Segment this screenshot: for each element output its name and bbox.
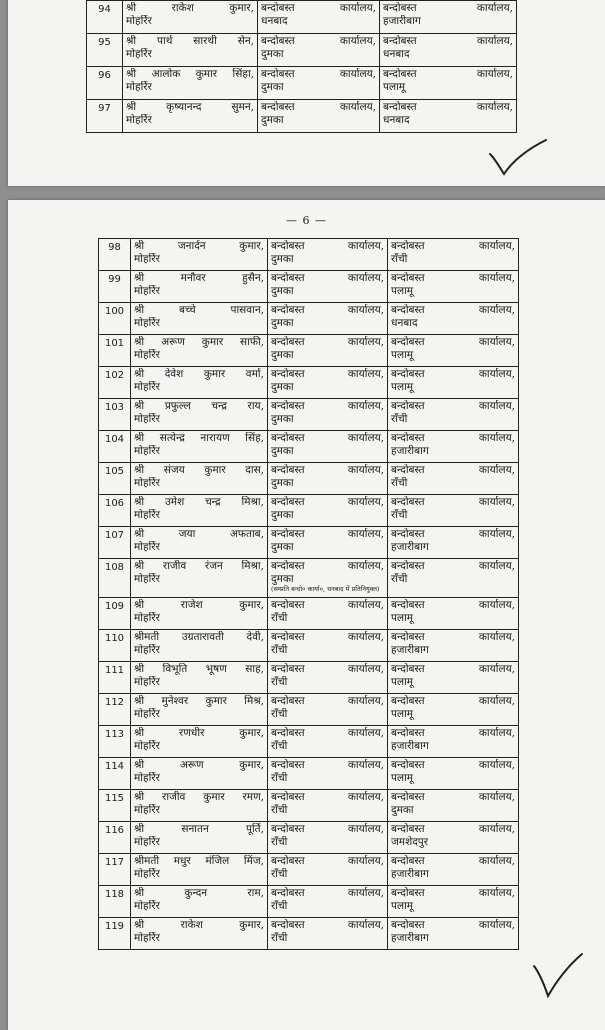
transfer-office: बन्दोबस्त कार्यालय, (391, 727, 515, 739)
document-page-6 (8, 200, 605, 1030)
transfer-office: बन्दोबस्त कार्यालय, (391, 791, 515, 803)
current-office: बन्दोबस्त कार्यालय, (271, 368, 384, 380)
current-office-cell (268, 463, 388, 495)
table-row (99, 367, 519, 399)
employee-post: मोहर्रिर (134, 380, 160, 393)
employee-post: मोहर्रिर (126, 113, 152, 126)
transfer-office-location: पलामू (383, 80, 406, 93)
transfer-office-cell (388, 694, 519, 726)
employee-post: मोहर्रिर (134, 316, 160, 329)
employee-post: मोहर्रिर (134, 412, 160, 425)
transfer-office-location: पलामू (391, 707, 414, 720)
current-office-location: दुमका (271, 412, 294, 425)
employee-cell (131, 463, 268, 495)
employee-cell (131, 598, 268, 630)
employee-cell (131, 758, 268, 790)
transfer-office-location: पलामू (391, 611, 414, 624)
transfer-office: बन्दोबस्त कार्यालय, (391, 432, 515, 444)
serial-number: 108 (99, 559, 131, 598)
employee-post: मोहर्रिर (134, 284, 160, 297)
serial-number: 106 (99, 495, 131, 527)
transfer-office-location: जमशेदपुर (391, 835, 429, 848)
current-office-location: दुमका (271, 444, 294, 457)
table-row (99, 598, 519, 630)
transfer-office-location: पलामू (391, 380, 414, 393)
employee-name: श्री बच्चे पासवान, (134, 304, 264, 316)
current-office-cell (268, 399, 388, 431)
transfer-office-cell (388, 758, 519, 790)
current-office-location: राँची (271, 803, 288, 816)
transfer-office-cell (380, 67, 517, 100)
transfer-office: बन्दोबस्त कार्यालय, (391, 240, 515, 252)
transfer-office-location: राँची (391, 252, 408, 265)
current-office: बन्दोबस्त कार्यालय, (271, 272, 384, 284)
current-office-location: दुमका (271, 476, 294, 489)
transfer-office-location: पलामू (391, 771, 414, 784)
transfer-office-location: दुमका (391, 803, 414, 816)
employee-post: मोहर्रिर (134, 540, 160, 553)
deputation-note: (सम्प्रति बन्दो० कार्या०, धनबाद में प्रतिनियुक्त) (271, 585, 380, 593)
current-office: बन्दोबस्त कार्यालय, (271, 631, 384, 643)
transfer-office: बन्दोबस्त कार्यालय, (391, 855, 515, 867)
current-office: बन्दोबस्त कार्यालय, (261, 101, 376, 113)
employee-name: श्री राकेश कुमार, (126, 2, 254, 14)
table-row (99, 527, 519, 559)
current-office-cell (268, 822, 388, 854)
signature-tick-icon (530, 952, 586, 1002)
employee-post: मोहर्रिर (134, 803, 160, 816)
transfer-office: बन्दोबस्त कार्यालय, (383, 35, 513, 47)
transfer-office: बन्दोबस्त कार्यालय, (391, 823, 515, 835)
transfer-office-cell (388, 303, 519, 335)
table-row (99, 239, 519, 271)
current-office-location: दुमका (271, 380, 294, 393)
current-office: बन्दोबस्त कार्यालय, (271, 496, 384, 508)
employee-post: मोहर्रिर (134, 771, 160, 784)
serial-number: 107 (99, 527, 131, 559)
transfer-office-location: पलामू (391, 675, 414, 688)
employee-post: मोहर्रिर (134, 675, 160, 688)
table-row (99, 790, 519, 822)
employee-cell (131, 431, 268, 463)
current-office: बन्दोबस्त कार्यालय, (271, 695, 384, 707)
employee-name: श्री पार्थ सारथी सेन, (126, 35, 254, 47)
serial-number: 113 (99, 726, 131, 758)
employee-cell (131, 559, 268, 598)
transfer-office: बन्दोबस्त कार्यालय, (391, 759, 515, 771)
table-row (99, 726, 519, 758)
transfer-office-cell (388, 463, 519, 495)
table-row (87, 67, 517, 100)
transfer-office: बन्दोबस्त कार्यालय, (391, 631, 515, 643)
transfer-office-cell (388, 630, 519, 662)
current-office-cell (268, 239, 388, 271)
transfer-office-location: हजारीबाग (391, 643, 429, 656)
current-office: बन्दोबस्त कार्यालय, (271, 727, 384, 739)
current-office: बन्दोबस्त कार्यालय, (271, 759, 384, 771)
serial-number: 97 (87, 100, 123, 133)
transfer-office-cell (388, 431, 519, 463)
serial-number: 105 (99, 463, 131, 495)
transfer-office-location: राँची (391, 412, 408, 425)
employee-name: श्री उमेश चन्द्र मिश्रा, (134, 496, 264, 508)
transfer-office-cell (388, 822, 519, 854)
table-row (99, 431, 519, 463)
transfer-office-cell (388, 886, 519, 918)
current-office-cell (258, 67, 380, 100)
current-office-location: दुमका (271, 572, 294, 585)
current-office-location: दुमका (271, 252, 294, 265)
current-office-location: दुमका (261, 47, 284, 60)
transfer-office: बन्दोबस्त कार्यालय, (391, 528, 515, 540)
serial-number: 112 (99, 694, 131, 726)
table-row (99, 662, 519, 694)
table-row (99, 335, 519, 367)
current-office-location: दुमका (261, 80, 284, 93)
current-office: बन्दोबस्त कार्यालय, (271, 663, 384, 675)
table-row (99, 854, 519, 886)
employee-post: मोहर्रिर (134, 835, 160, 848)
serial-number: 109 (99, 598, 131, 630)
transfer-office: बन्दोबस्त कार्यालय, (383, 101, 513, 113)
current-office-location: दुमका (271, 348, 294, 361)
transfer-office: बन्दोबस्त कार्यालय, (391, 663, 515, 675)
current-office-cell (268, 758, 388, 790)
serial-number: 102 (99, 367, 131, 399)
transfer-office-cell (388, 726, 519, 758)
employee-cell (131, 886, 268, 918)
employee-post: मोहर्रिर (134, 444, 160, 457)
current-office-location: राँची (271, 899, 288, 912)
employee-name: श्री राकेश कुमार, (134, 919, 264, 931)
current-office-cell (268, 662, 388, 694)
employee-post: मोहर्रिर (134, 739, 160, 752)
serial-number: 117 (99, 854, 131, 886)
serial-number: 118 (99, 886, 131, 918)
employee-cell (131, 239, 268, 271)
employee-cell (131, 399, 268, 431)
employee-cell (131, 335, 268, 367)
current-office-location: राँची (271, 675, 288, 688)
employee-name: श्री सत्येन्द्र नारायण सिंह, (134, 432, 264, 444)
current-office-cell (258, 34, 380, 67)
current-office: बन्दोबस्त कार्यालय, (271, 855, 384, 867)
employee-cell (123, 67, 258, 100)
serial-number: 96 (87, 67, 123, 100)
table-row (87, 100, 517, 133)
current-office-location: राँची (271, 835, 288, 848)
transfer-office-cell (388, 367, 519, 399)
serial-number: 100 (99, 303, 131, 335)
transfer-office-location: हजारीबाग (391, 739, 429, 752)
transfer-office: बन्दोबस्त कार्यालय, (391, 496, 515, 508)
employee-post: मोहर्रिर (134, 508, 160, 521)
current-office: बन्दोबस्त कार्यालय, (271, 432, 384, 444)
transfer-office: बन्दोबस्त कार्यालय, (391, 560, 515, 572)
transfer-office: बन्दोबस्त कार्यालय, (391, 599, 515, 611)
transfer-office-location: हजारीबाग (391, 867, 429, 880)
current-office: बन्दोबस्त कार्यालय, (271, 464, 384, 476)
current-office-cell (268, 854, 388, 886)
serial-number: 119 (99, 918, 131, 950)
employee-name: श्री प्रफुल्ल चन्द्र राय, (134, 400, 264, 412)
current-office-cell (268, 367, 388, 399)
table-body-bottom (99, 239, 519, 950)
transfer-office: बन्दोबस्त कार्यालय, (391, 368, 515, 380)
current-office-location: दुमका (271, 508, 294, 521)
employee-post: मोहर्रिर (134, 931, 160, 944)
employee-cell (131, 790, 268, 822)
transfer-office-location: हजारीबाग (391, 540, 429, 553)
table-row (99, 694, 519, 726)
employee-cell (131, 367, 268, 399)
serial-number: 115 (99, 790, 131, 822)
transfer-office-cell (388, 559, 519, 598)
employee-name: श्री अरूण कुमार, (134, 759, 264, 771)
transfer-office-cell (388, 335, 519, 367)
current-office-cell (268, 335, 388, 367)
employee-name: श्री सनातन पूर्ति, (134, 823, 264, 835)
employee-post: मोहर्रिर (126, 14, 152, 27)
current-office: बन्दोबस्त कार्यालय, (271, 887, 384, 899)
transfer-office-cell (388, 527, 519, 559)
employee-name: श्री राजीव कुमार रमण, (134, 791, 264, 803)
current-office: बन्दोबस्त कार्यालय, (271, 560, 384, 572)
transfer-office-location: धनबाद (383, 47, 410, 60)
employee-name: श्री आलोक कुमार सिंहा, (126, 68, 254, 80)
transfer-office-cell (380, 100, 517, 133)
employee-cell (131, 303, 268, 335)
table-row (99, 271, 519, 303)
current-office-location: राँची (271, 931, 288, 944)
current-office-cell (268, 694, 388, 726)
document-page-top (8, 0, 605, 186)
table-row (99, 495, 519, 527)
transfer-office: बन्दोबस्त कार्यालय, (391, 304, 515, 316)
transfer-office-cell (388, 918, 519, 950)
employee-name: श्री कृष्यानन्द सुमन, (126, 101, 254, 113)
current-office-cell (268, 271, 388, 303)
transfer-office: बन्दोबस्त कार्यालय, (391, 695, 515, 707)
employee-name: श्री विभूति भूषण साह, (134, 663, 264, 675)
transfer-office-location: धनबाद (383, 113, 410, 126)
current-office-location: राँची (271, 611, 288, 624)
employee-post: मोहर्रिर (134, 572, 160, 585)
employee-name: श्री देवेश कुमार वर्मा, (134, 368, 264, 380)
employee-cell (131, 726, 268, 758)
current-office: बन्दोबस्त कार्यालय, (271, 528, 384, 540)
serial-number: 116 (99, 822, 131, 854)
transfer-office-location: पलामू (391, 348, 414, 361)
employee-name: श्री राजेश कुमार, (134, 599, 264, 611)
transfer-office-location: राँची (391, 476, 408, 489)
table-row (99, 303, 519, 335)
current-office-cell (268, 559, 388, 598)
serial-number: 95 (87, 34, 123, 67)
current-office-cell (268, 726, 388, 758)
serial-number: 111 (99, 662, 131, 694)
employee-post: मोहर्रिर (126, 47, 152, 60)
transfer-office: बन्दोबस्त कार्यालय, (383, 2, 513, 14)
serial-number: 101 (99, 335, 131, 367)
current-office: बन्दोबस्त कार्यालय, (271, 336, 384, 348)
transfer-office: बन्दोबस्त कार्यालय, (391, 887, 515, 899)
current-office-cell (268, 918, 388, 950)
serial-number: 99 (99, 271, 131, 303)
serial-number: 103 (99, 399, 131, 431)
transfer-office-cell (388, 662, 519, 694)
employee-post: मोहर्रिर (134, 348, 160, 361)
employee-cell (131, 630, 268, 662)
table-row (99, 918, 519, 950)
current-office-location: दुमका (271, 316, 294, 329)
transfer-office: बन्दोबस्त कार्यालय, (383, 68, 513, 80)
current-office: बन्दोबस्त कार्यालय, (271, 400, 384, 412)
current-office-cell (258, 100, 380, 133)
employee-name: श्री मनौवर हुसैन, (134, 272, 264, 284)
current-office: बन्दोबस्त कार्यालय, (271, 304, 384, 316)
employee-post: मोहर्रिर (134, 867, 160, 880)
employee-name: श्री कुन्दन राम, (134, 887, 264, 899)
current-office: बन्दोबस्त कार्यालय, (261, 68, 376, 80)
current-office-cell (268, 303, 388, 335)
employee-post: मोहर्रिर (134, 611, 160, 624)
transfer-office-cell (380, 34, 517, 67)
table-row (99, 822, 519, 854)
employee-name: श्रीमती मधुर मंजिल मिंज, (134, 855, 264, 867)
current-office-location: दुमका (261, 113, 284, 126)
employee-name: श्री जनार्दन कुमार, (134, 240, 264, 252)
current-office: बन्दोबस्त कार्यालय, (271, 823, 384, 835)
employee-cell (131, 694, 268, 726)
current-office-location: राँची (271, 643, 288, 656)
employee-name: श्री मुनेश्वर कुमार मिश्र, (134, 695, 264, 707)
current-office: बन्दोबस्त कार्यालय, (271, 919, 384, 931)
signature-tick-icon (486, 138, 550, 178)
transfer-office-cell (388, 598, 519, 630)
transfer-table-top (86, 0, 517, 133)
transfer-office-cell (388, 271, 519, 303)
serial-number: 104 (99, 431, 131, 463)
employee-name: श्रीमती उग्रतारावती देवी, (134, 631, 264, 643)
transfer-office-cell (388, 239, 519, 271)
employee-cell (131, 495, 268, 527)
current-office-cell (268, 790, 388, 822)
transfer-office-cell (388, 854, 519, 886)
transfer-office: बन्दोबस्त कार्यालय, (391, 919, 515, 931)
current-office-location: दुमका (271, 540, 294, 553)
serial-number: 94 (87, 1, 123, 34)
current-office-cell (268, 630, 388, 662)
employee-name: श्री राजीव रंजन मिश्रा, (134, 560, 264, 572)
current-office: बन्दोबस्त कार्यालय, (271, 240, 384, 252)
employee-cell (123, 100, 258, 133)
transfer-office-cell (388, 495, 519, 527)
employee-post: मोहर्रिर (134, 476, 160, 489)
current-office-location: राँची (271, 771, 288, 784)
employee-cell (131, 822, 268, 854)
table-row (99, 559, 519, 598)
employee-cell (131, 527, 268, 559)
current-office: बन्दोबस्त कार्यालय, (271, 599, 384, 611)
employee-cell (123, 34, 258, 67)
transfer-office-location: राँची (391, 508, 408, 521)
transfer-office: बन्दोबस्त कार्यालय, (391, 464, 515, 476)
current-office-cell (258, 1, 380, 34)
transfer-table-bottom (98, 238, 519, 950)
transfer-office-location: राँची (391, 572, 408, 585)
current-office-cell (268, 598, 388, 630)
employee-cell (131, 854, 268, 886)
employee-name: श्री संजय कुमार दास, (134, 464, 264, 476)
employee-post: मोहर्रिर (126, 80, 152, 93)
serial-number: 110 (99, 630, 131, 662)
transfer-office: बन्दोबस्त कार्यालय, (391, 272, 515, 284)
transfer-office-cell (380, 1, 517, 34)
transfer-office-location: हजारीबाग (391, 444, 429, 457)
employee-post: मोहर्रिर (134, 707, 160, 720)
transfer-office-location: हजारीबाग (391, 931, 429, 944)
employee-name: श्री जया अफताब, (134, 528, 264, 540)
current-office-cell (268, 431, 388, 463)
table-body-top (87, 1, 517, 133)
current-office-location: राँची (271, 867, 288, 880)
employee-name: श्री रणधीर कुमार, (134, 727, 264, 739)
current-office-cell (268, 886, 388, 918)
current-office-cell (268, 495, 388, 527)
table-row (99, 463, 519, 495)
table-row (99, 758, 519, 790)
table-row (99, 630, 519, 662)
current-office: बन्दोबस्त कार्यालय, (261, 35, 376, 47)
transfer-office-location: धनबाद (391, 316, 418, 329)
employee-post: मोहर्रिर (134, 643, 160, 656)
current-office: बन्दोबस्त कार्यालय, (271, 791, 384, 803)
serial-number: 98 (99, 239, 131, 271)
current-office-location: राँची (271, 707, 288, 720)
employee-cell (131, 918, 268, 950)
employee-post: मोहर्रिर (134, 252, 160, 265)
transfer-office: बन्दोबस्त कार्यालय, (391, 336, 515, 348)
transfer-office: बन्दोबस्त कार्यालय, (391, 400, 515, 412)
transfer-office-cell (388, 399, 519, 431)
employee-post: मोहर्रिर (134, 899, 160, 912)
current-office: बन्दोबस्त कार्यालय, (261, 2, 376, 14)
current-office-location: धनबाद (261, 14, 288, 27)
transfer-office-location: पलामू (391, 284, 414, 297)
table-row (87, 1, 517, 34)
table-row (99, 886, 519, 918)
table-row (87, 34, 517, 67)
current-office-location: दुमका (271, 284, 294, 297)
table-row (99, 399, 519, 431)
page-number: — 6 — (286, 214, 327, 227)
current-office-location: राँची (271, 739, 288, 752)
employee-name: श्री अरूण कुमार साफी, (134, 336, 264, 348)
employee-cell (131, 271, 268, 303)
current-office-cell (268, 527, 388, 559)
transfer-office-location: पलामू (391, 899, 414, 912)
serial-number: 114 (99, 758, 131, 790)
employee-cell (131, 662, 268, 694)
transfer-office-cell (388, 790, 519, 822)
transfer-office-location: हजारीबाग (383, 14, 421, 27)
employee-cell (123, 1, 258, 34)
